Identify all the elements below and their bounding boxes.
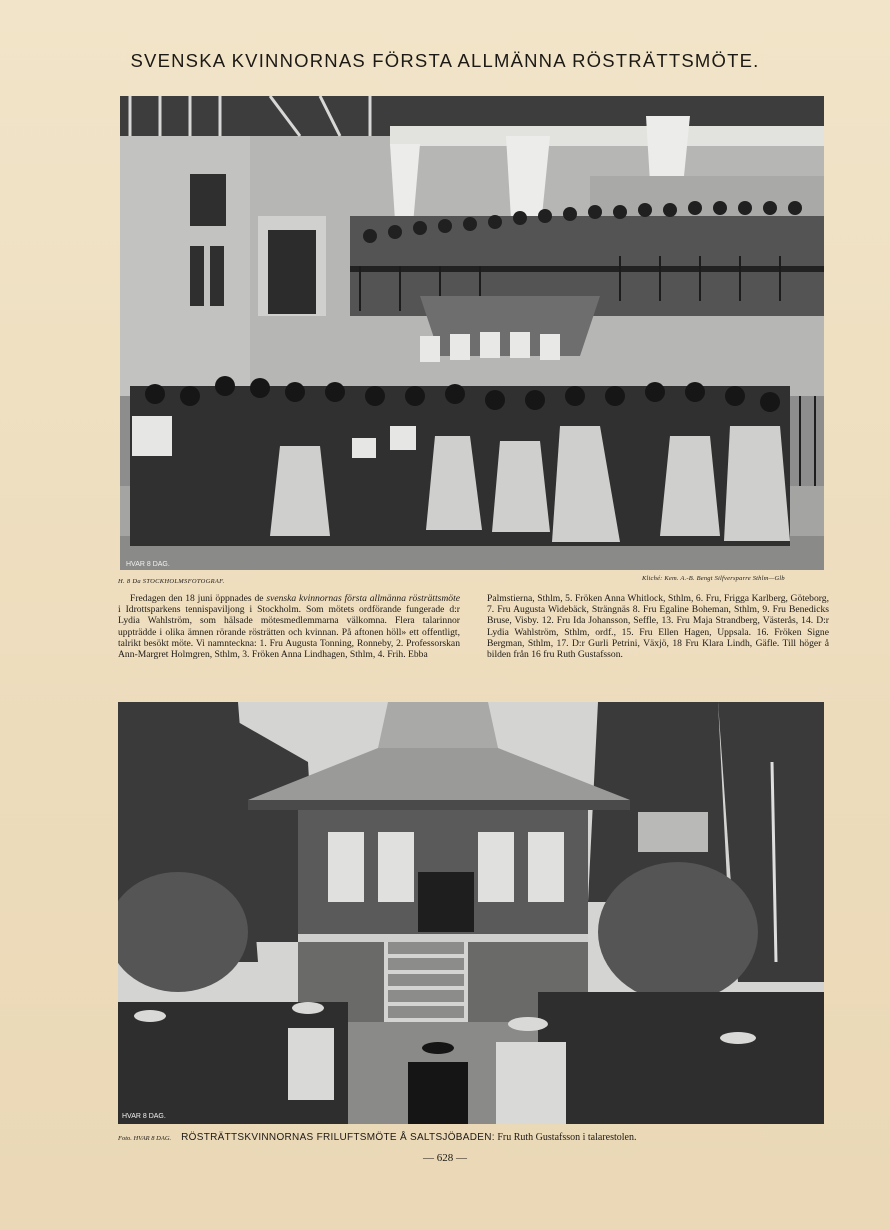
article-right-column — [487, 593, 829, 660]
pavilion-meeting-photo — [118, 702, 824, 1124]
bottom-photo-watermark: HVAR 8 DAG. — [122, 1113, 166, 1120]
caption-title: RÖSTRÄTTSKVINNORNAS FRILUFTSMÖTE Å SALTSJÖBADEN: — [181, 1132, 495, 1143]
photographer-credit: H. 8 Da STOCKHOLMSFOTOGRAF. — [118, 578, 225, 585]
article-left-column — [118, 593, 460, 660]
top-photo-watermark: HVAR 8 DAG. — [126, 561, 170, 568]
cliche-credit: Kliché: Kem. A.-B. Bengt Silfversparre Sthlm—Glb — [642, 575, 785, 582]
bottom-photo-caption — [118, 1132, 824, 1143]
page-number: — 628 — — [423, 1152, 467, 1164]
page-title: SVENSKA KVINNORNAS FÖRSTA ALLMÄNNA RÖSTRÄTTSMÖTE. — [130, 50, 760, 71]
article-intro-start: Fredagen den 18 juni öppnades de — [130, 593, 267, 604]
article-left-rest: i Idrottsparkens tennispaviljong i Stockholm. Som mötets ordförande fungerade d:r Lydia Wahlström, som hälsade mötesmedlemmarna välkomna. Flera talarinnor uppträdde i olika ämnen rörande rösträtten och kvinnan. På aftonen höll» ett offentligt, talrikt besökt möte. Vi namnteckna: 1. Fru Augusta Tonning, Ronneby, 2. Professorskan Ann-Margret Holmgren, Sthlm, 3. Fröken Anna Lindhagen, Sthlm, 4. Frih. Ebba — [118, 604, 460, 661]
article-intro-emphasis: svenska kvinnornas första allmänna rösträttsmöte — [266, 593, 460, 604]
caption-rest: Fru Ruth Gustafsson i talarestolen. — [494, 1132, 637, 1143]
group-portrait-photo — [120, 96, 824, 570]
photo-credit: Foto. HVAR 8 DAG. — [118, 1135, 172, 1142]
article-right-text: Palmstierna, Sthlm, 5. Fröken Anna Whitlock, Sthlm, 6. Fru, Frigga Karlberg, Göteborg, 7. Fru Augusta Widebäck, Strängnäs 8. Fru Egaline Boheman, Sthlm, 9. Fru Benedicks Bruse, Visby. 12. Fru Ida Johansson, Seffle, 13. Fru Maja Strandberg, Västerås, 14. D:r Lydia Wahlström, Sthlm, ordf., 15. Fru Ellen Hagen, Uppsala. 16. Fröken Signe Bergman, Sthlm, 17. D:r Gurli Petrini, Växjö, 18 Fru Klara Lindh, Gäfle. Till höger å bilden från 16 fru Ruth Gustafsson. — [487, 593, 829, 661]
